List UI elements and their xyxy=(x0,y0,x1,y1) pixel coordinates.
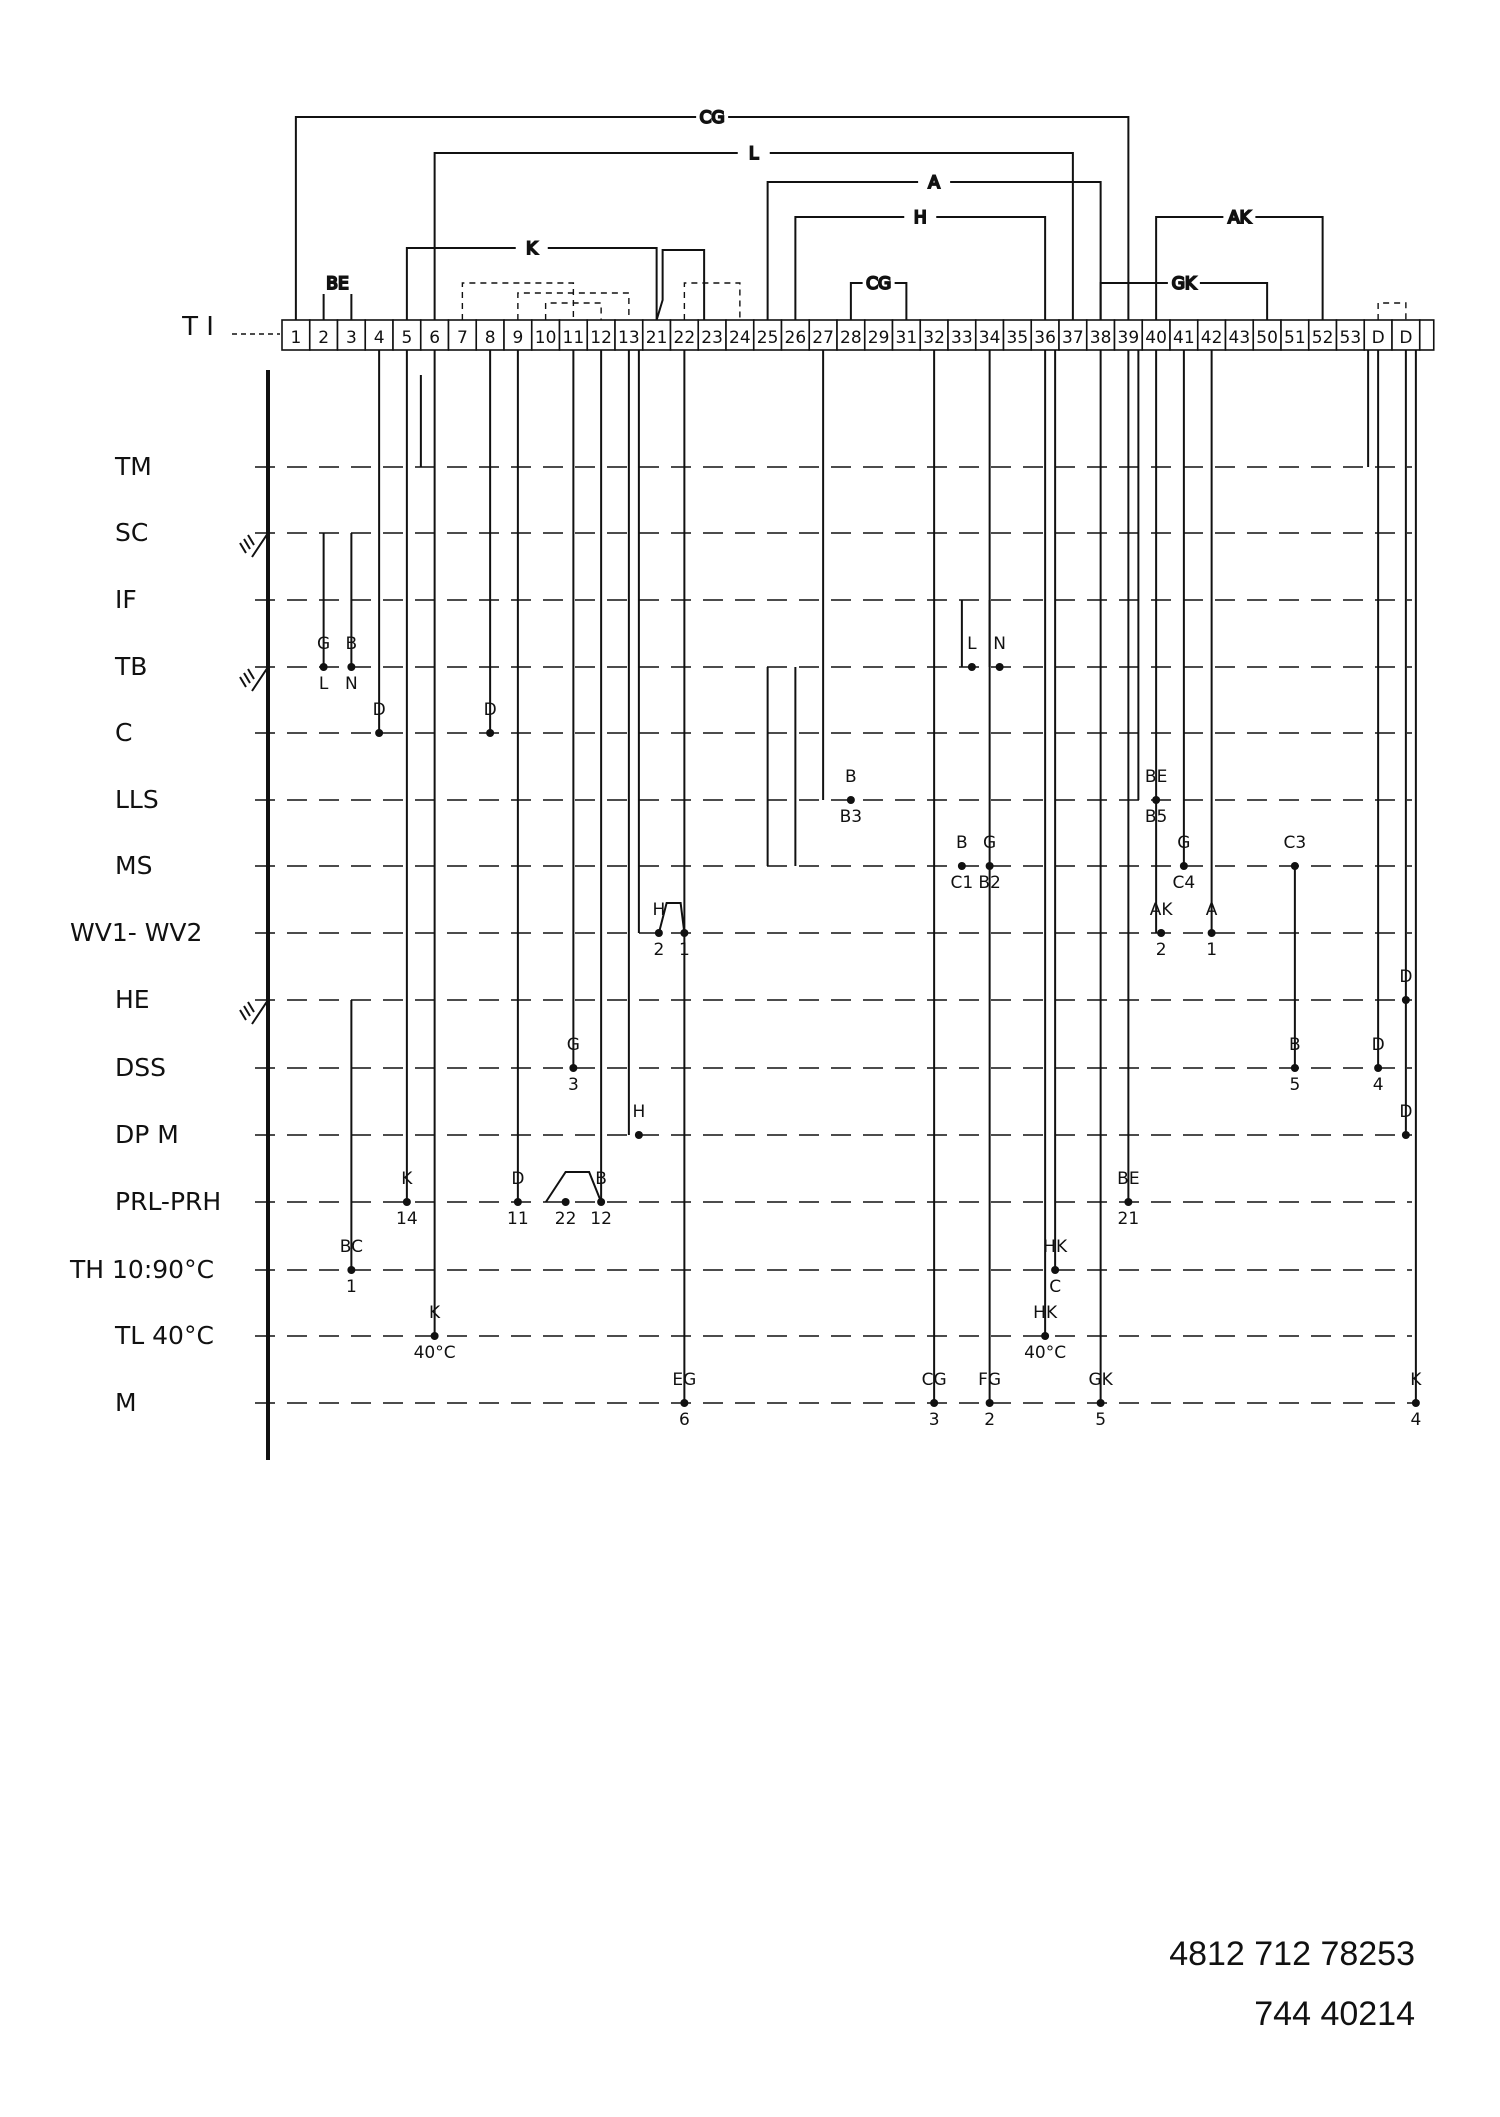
terminal-label: 36 xyxy=(1034,328,1056,348)
terminal-label: 42 xyxy=(1200,328,1223,348)
connection-dot xyxy=(347,663,355,671)
terminal-label: 4 xyxy=(373,328,385,348)
connection-code: B xyxy=(1289,1035,1301,1055)
connection-code: G xyxy=(317,634,331,654)
connection-point xyxy=(1372,1035,1385,1095)
bus-label: A xyxy=(928,173,940,193)
terminal-label: 23 xyxy=(701,328,723,348)
connection-dot xyxy=(1374,1064,1382,1072)
terminal-label: 37 xyxy=(1062,328,1084,348)
row-label: IF xyxy=(115,585,137,614)
connection-dot xyxy=(680,929,688,937)
connection-dot xyxy=(655,929,663,937)
terminal-label: 29 xyxy=(867,328,890,348)
terminal-label: 8 xyxy=(484,328,496,348)
bus-a xyxy=(768,182,1101,320)
terminal-label: 5 xyxy=(401,328,413,348)
connection-point xyxy=(652,900,665,960)
connection-point xyxy=(978,1370,1001,1430)
terminal-label: 43 xyxy=(1228,328,1251,348)
bus-ak xyxy=(1156,217,1323,320)
bridge-prl-prh xyxy=(546,1172,601,1202)
connection-code: HK xyxy=(1043,1237,1068,1257)
connection-code: H xyxy=(632,1102,646,1122)
connection-pin: C1 xyxy=(950,873,974,893)
terminal-label: 41 xyxy=(1173,328,1195,348)
connection-code: B xyxy=(845,767,857,787)
row-label: HE xyxy=(115,985,150,1014)
bus-l xyxy=(435,153,1073,320)
jumper-21-23 xyxy=(657,250,705,320)
connection-pin: 6 xyxy=(678,1410,690,1430)
connection-pin: 3 xyxy=(928,1410,940,1430)
connection-pin: 4 xyxy=(1372,1075,1384,1095)
connection-point xyxy=(345,634,358,694)
connection-dot xyxy=(347,1266,355,1274)
terminal-label: 3 xyxy=(345,328,357,348)
terminal-label: 34 xyxy=(978,328,1001,348)
connection-pin: 21 xyxy=(1117,1209,1140,1229)
connection-point xyxy=(951,833,974,893)
vertical-wires xyxy=(324,350,1416,1403)
connection-point xyxy=(679,929,690,960)
connection-pin: 5 xyxy=(1289,1075,1301,1095)
terminal-label: 7 xyxy=(456,328,468,348)
connection-point xyxy=(340,1237,363,1297)
connection-point xyxy=(993,634,1006,671)
ground-symbols xyxy=(240,533,268,1024)
terminal-label: 21 xyxy=(645,328,668,348)
connection-code: D xyxy=(1399,1102,1413,1122)
connection-code: AK xyxy=(1149,900,1173,920)
bus-h xyxy=(795,217,1045,320)
connection-code: L xyxy=(967,634,977,654)
connection-dot xyxy=(958,862,966,870)
connection-pin: N xyxy=(345,674,358,694)
connection-pin: C4 xyxy=(1172,873,1196,893)
terminal-label: 22 xyxy=(673,328,696,348)
connection-point xyxy=(567,1035,580,1095)
connection-dot xyxy=(1402,996,1410,1004)
connection-dot xyxy=(1412,1399,1420,1407)
connection-point xyxy=(1088,1370,1113,1430)
bus-label: BE xyxy=(326,274,349,294)
connection-point xyxy=(1043,1237,1068,1297)
connection-code: K xyxy=(1410,1370,1422,1390)
connection-code: D xyxy=(372,700,386,720)
connection-code: EG xyxy=(672,1370,697,1390)
terminal-label: 39 xyxy=(1117,328,1140,348)
connection-point xyxy=(1150,900,1174,960)
connection-pin: 11 xyxy=(507,1209,529,1229)
connection-pin: 2 xyxy=(1155,940,1167,960)
row-label: TM xyxy=(115,452,152,481)
terminal-block-t1 xyxy=(181,312,1434,350)
connection-dot xyxy=(486,729,494,737)
connection-point xyxy=(632,1102,645,1139)
terminal-label: 26 xyxy=(784,328,807,348)
connection-dot xyxy=(1157,929,1165,937)
terminal-label: D xyxy=(1399,328,1413,348)
terminal-label: 33 xyxy=(951,328,973,348)
connection-dot xyxy=(986,862,994,870)
row-label: DP M xyxy=(115,1120,179,1149)
row-label: PRL-PRH xyxy=(115,1187,222,1216)
connection-point xyxy=(1173,833,1196,893)
connection-dot xyxy=(1124,1198,1132,1206)
bus-label: L xyxy=(749,144,759,164)
connection-point xyxy=(978,833,1000,893)
connection-code: HK xyxy=(1033,1303,1058,1323)
connection-pin: 40°C xyxy=(413,1343,456,1363)
connection-dot xyxy=(597,1198,605,1206)
connection-pin: 1 xyxy=(345,1277,357,1297)
terminal-label: 25 xyxy=(756,328,779,348)
connection-code: D xyxy=(483,700,497,720)
terminal-label: 2 xyxy=(318,328,330,348)
terminal-label: 10 xyxy=(534,328,557,348)
connection-code: FG xyxy=(978,1370,1002,1390)
terminal-label: 9 xyxy=(512,328,524,348)
connection-dot xyxy=(1208,929,1216,937)
connection-code: K xyxy=(429,1303,441,1323)
bus-lines xyxy=(296,106,1406,320)
terminal-label: 51 xyxy=(1284,328,1306,348)
connection-dot xyxy=(635,1131,643,1139)
connection-code: CG xyxy=(921,1370,947,1390)
connection-point xyxy=(1399,967,1412,1004)
connection-dot xyxy=(569,1064,577,1072)
terminal-label: 32 xyxy=(923,328,945,348)
connection-point xyxy=(1145,767,1167,827)
row-label: MS xyxy=(115,851,153,880)
bus-label: GK xyxy=(1171,274,1197,294)
ground-icon xyxy=(240,1000,268,1024)
connection-code: BE xyxy=(1144,767,1168,787)
connection-pin: 2 xyxy=(653,940,665,960)
connection-pin: B5 xyxy=(1144,807,1168,827)
connection-point xyxy=(373,700,386,737)
connection-point xyxy=(967,634,977,671)
terminal-label: 38 xyxy=(1089,328,1112,348)
row-labels xyxy=(69,452,221,1417)
connection-dot xyxy=(986,1399,994,1407)
terminal-label: 40 xyxy=(1145,328,1167,348)
connection-dot xyxy=(320,663,328,671)
connection-point xyxy=(840,767,862,827)
connection-pin: 14 xyxy=(396,1209,418,1229)
connection-pin: 1 xyxy=(678,940,690,960)
ground-icon xyxy=(240,533,268,557)
connection-dot xyxy=(847,796,855,804)
row-lines xyxy=(255,370,1412,1460)
connection-point xyxy=(1289,1035,1301,1095)
connection-dot xyxy=(562,1198,570,1206)
document-code-2: 744 40214 xyxy=(1254,1995,1415,2033)
connection-point xyxy=(484,700,497,737)
connection-point xyxy=(1410,1370,1422,1430)
connection-dot xyxy=(1402,1131,1410,1139)
connection-pin: L xyxy=(318,674,329,694)
connection-point xyxy=(1399,1102,1412,1139)
terminal-label: 50 xyxy=(1256,328,1278,348)
connection-dot xyxy=(431,1332,439,1340)
connection-dot xyxy=(1097,1399,1105,1407)
row-label: M xyxy=(115,1388,137,1417)
connection-code: D xyxy=(511,1169,525,1189)
terminal-label: 52 xyxy=(1311,328,1334,348)
connection-point xyxy=(1206,900,1218,960)
bus-label: CG xyxy=(699,108,725,128)
connection-dot xyxy=(930,1399,938,1407)
connection-code: H xyxy=(652,900,666,920)
connection-pin: 1 xyxy=(1206,940,1218,960)
jumper-dashed xyxy=(1378,303,1406,320)
connection-pin: 3 xyxy=(567,1075,579,1095)
terminal-label: 1 xyxy=(290,328,302,348)
connection-code: G xyxy=(1177,833,1191,853)
row-label: C xyxy=(115,718,133,747)
connection-pin: C xyxy=(1049,1277,1062,1297)
connection-pin: B3 xyxy=(839,807,863,827)
terminal-block-label: T I xyxy=(182,312,214,342)
connection-code: K xyxy=(401,1169,413,1189)
connection-dot xyxy=(514,1198,522,1206)
connection-pin: 12 xyxy=(590,1209,612,1229)
connection-code: G xyxy=(566,1035,580,1055)
connection-dot xyxy=(1291,862,1299,870)
connection-point xyxy=(414,1303,456,1363)
connection-code: BC xyxy=(339,1237,363,1257)
connection-code: G xyxy=(983,833,997,853)
connection-code: B xyxy=(595,1169,607,1189)
connection-code: C3 xyxy=(1283,833,1307,853)
connection-code: D xyxy=(1371,1035,1385,1055)
connection-point xyxy=(1117,1169,1139,1229)
connection-point xyxy=(922,1370,947,1430)
bus-cg xyxy=(296,117,1129,320)
bus-label: H xyxy=(913,208,927,228)
connection-code: A xyxy=(1205,900,1218,920)
terminal-label: 35 xyxy=(1006,328,1029,348)
row-label: TL 40°C xyxy=(115,1321,214,1350)
connection-dot xyxy=(403,1198,411,1206)
terminal-label: 12 xyxy=(590,328,612,348)
terminal-label: D xyxy=(1371,328,1385,348)
connection-pin: 4 xyxy=(1410,1410,1422,1430)
terminal-end-cap xyxy=(1420,320,1434,350)
bus-label: K xyxy=(526,239,538,259)
row-label: WV1- WV2 xyxy=(70,918,203,947)
bus-label: AK xyxy=(1227,208,1251,228)
connection-pin: 22 xyxy=(554,1209,577,1229)
connection-code: N xyxy=(993,634,1006,654)
connection-dot xyxy=(680,1399,688,1407)
connection-point xyxy=(507,1169,529,1229)
row-label: TB xyxy=(115,652,148,681)
connection-pin: 2 xyxy=(984,1410,996,1430)
terminal-label: 11 xyxy=(562,328,585,348)
connection-code: B xyxy=(345,634,358,654)
connection-code: D xyxy=(1399,967,1413,987)
document-code-1: 4812 712 78253 xyxy=(1169,1935,1415,1973)
row-label: TH 10:90°C xyxy=(70,1255,215,1284)
connection-dot xyxy=(1180,862,1188,870)
row-label: SC xyxy=(115,518,149,547)
connection-point xyxy=(672,1370,696,1430)
terminal-label: 28 xyxy=(840,328,862,348)
terminal-label: 27 xyxy=(812,328,834,348)
connection-pin: 40°C xyxy=(1024,1343,1067,1363)
jumper-dashed xyxy=(684,283,740,320)
connection-pin: B2 xyxy=(978,873,1001,893)
connection-point xyxy=(1284,833,1307,870)
connection-dot xyxy=(968,663,976,671)
connection-point xyxy=(396,1169,418,1229)
row-label: LLS xyxy=(115,785,159,814)
connection-dot xyxy=(996,663,1004,671)
bus-label: CG xyxy=(866,274,892,294)
connection-code: B xyxy=(956,833,968,853)
connection-code: BE xyxy=(1117,1169,1140,1189)
connection-pin: 5 xyxy=(1095,1410,1107,1430)
connection-dot xyxy=(1152,796,1160,804)
connection-code: GK xyxy=(1088,1370,1113,1390)
connection-dot xyxy=(1051,1266,1059,1274)
terminal-label: 13 xyxy=(618,328,640,348)
row-label: DSS xyxy=(115,1053,166,1082)
connection-point xyxy=(1024,1303,1066,1363)
connection-point xyxy=(590,1169,612,1229)
terminal-label: 53 xyxy=(1339,328,1362,348)
connection-dot xyxy=(1041,1332,1049,1340)
connection-dot xyxy=(375,729,383,737)
ground-icon xyxy=(240,667,268,691)
connection-dot xyxy=(1291,1064,1299,1072)
terminal-label: 6 xyxy=(429,328,441,348)
connection-point xyxy=(317,634,330,694)
terminal-label: 24 xyxy=(729,328,751,348)
connection-labels xyxy=(317,634,1422,1430)
terminal-label: 31 xyxy=(895,328,918,348)
